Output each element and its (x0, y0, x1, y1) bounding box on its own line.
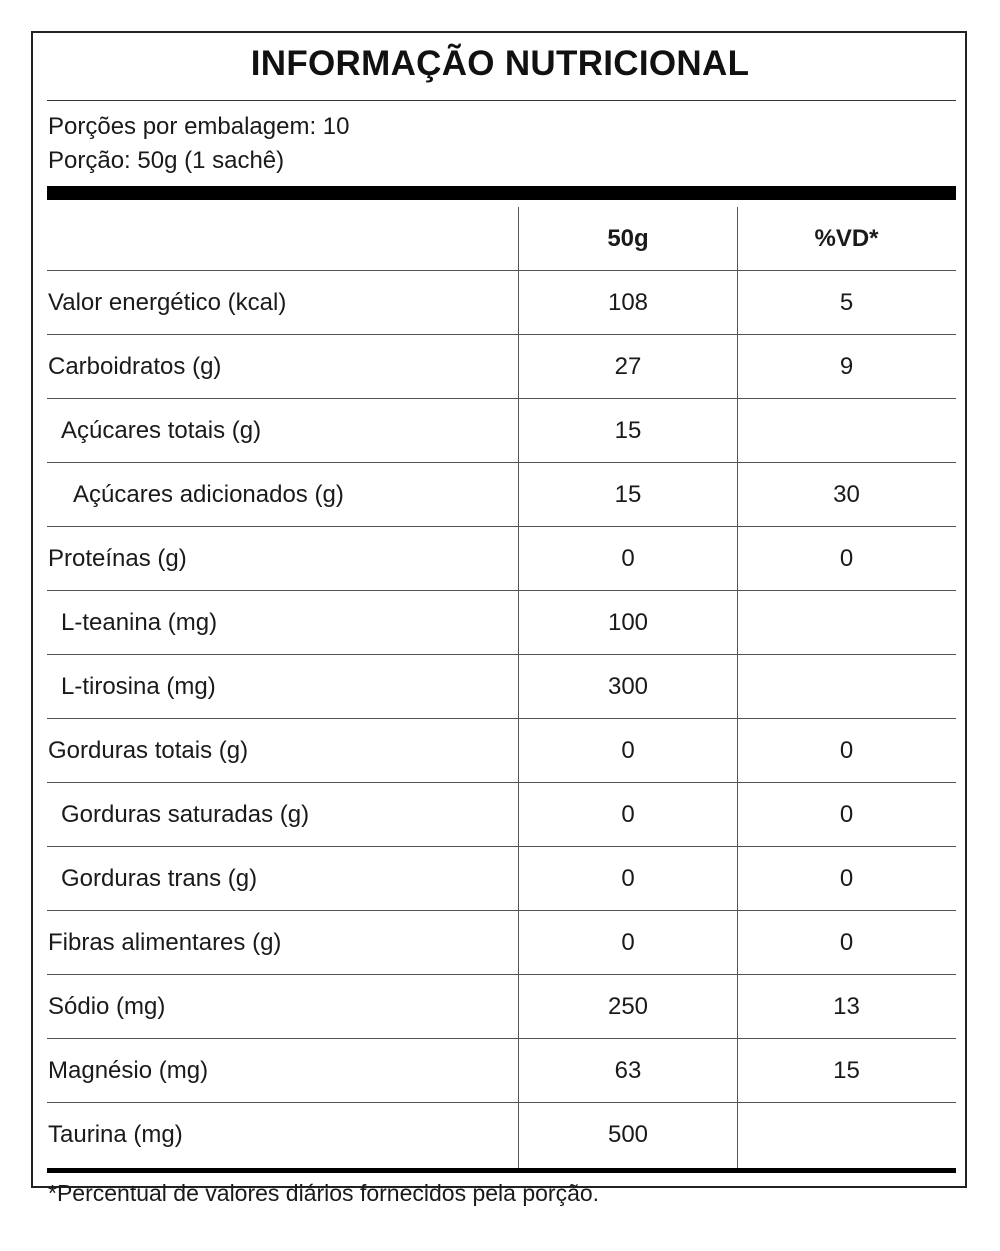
table-row (47, 847, 956, 911)
nutrient-amount: 500 (607, 1121, 649, 1148)
nutrient-amount: 100 (607, 609, 649, 636)
nutrient-amount: 0 (621, 865, 635, 892)
nutrient-name: Magnésio (mg) (48, 1057, 209, 1084)
title-divider (47, 100, 956, 101)
nutrient-amount: 250 (607, 993, 649, 1020)
table-row (47, 271, 956, 335)
nutrient-vd: 13 (833, 993, 860, 1020)
nutrient-vd (737, 399, 956, 463)
nutrient-name: Carboidratos (g) (48, 353, 222, 380)
table-row (47, 1039, 956, 1103)
table-header-row (47, 207, 956, 271)
nutrient-vd: 0 (839, 737, 854, 764)
nutrient-vd: 0 (839, 865, 854, 892)
header-amount: 50g (607, 225, 649, 252)
header-vd: %VD* (814, 225, 879, 252)
servings-per-package: Porções por embalagem: 10 (48, 113, 350, 140)
nutrient-amount: 63 (614, 1057, 642, 1084)
nutrient-amount: 15 (614, 417, 642, 444)
table-row (47, 911, 956, 975)
nutrient-name: Taurina (mg) (48, 1121, 183, 1148)
nutrient-name: Fibras alimentares (g) (48, 929, 282, 956)
serving-size: Porção: 50g (1 sachê) (48, 147, 285, 174)
nutrient-vd: 30 (833, 481, 860, 508)
nutrient-amount: 0 (621, 929, 635, 956)
nutrient-vd: 0 (839, 545, 854, 572)
nutrient-vd: 0 (839, 929, 854, 956)
table-row (47, 591, 956, 655)
nutrient-name: Gorduras saturadas (g) (61, 801, 310, 828)
nutrient-name: Gorduras trans (g) (61, 865, 258, 892)
nutrient-name: Gorduras totais (g) (48, 737, 249, 764)
nutrient-amount: 15 (614, 481, 642, 508)
nutrient-vd: 9 (839, 353, 854, 380)
table-row (47, 1103, 956, 1167)
table-row (47, 399, 956, 463)
nutrient-amount: 300 (607, 673, 649, 700)
nutrient-amount: 108 (607, 289, 649, 316)
nutrient-vd: 15 (833, 1057, 860, 1084)
label-title: INFORMAÇÃO NUTRICIONAL (250, 44, 750, 83)
nutrient-name: Proteínas (g) (48, 545, 187, 572)
footer-divider (47, 1168, 956, 1173)
thick-divider (47, 186, 956, 200)
table-row (47, 975, 956, 1039)
nutrient-vd: 0 (839, 801, 854, 828)
nutrient-name: Açúcares totais (g) (61, 417, 262, 444)
footnote: *Percentual de valores diários fornecidos pela porção. (48, 1180, 600, 1206)
nutrient-name: Açúcares adicionados (g) (73, 481, 344, 508)
table-row (47, 719, 956, 783)
nutrient-vd (737, 1103, 956, 1167)
table-row (47, 783, 956, 847)
nutrient-name: Sódio (mg) (48, 993, 166, 1020)
nutrient-name: L-tirosina (mg) (61, 673, 216, 700)
nutrient-name: Valor energético (kcal) (48, 289, 287, 316)
nutrient-vd (737, 591, 956, 655)
nutrient-amount: 0 (621, 801, 635, 828)
table-row (47, 335, 956, 399)
table-row (47, 527, 956, 591)
table-row (47, 655, 956, 719)
table-row (47, 463, 956, 527)
nutrient-amount: 0 (621, 545, 635, 572)
nutrient-vd: 5 (839, 289, 854, 316)
nutrient-amount: 0 (621, 737, 635, 764)
nutrient-vd (737, 655, 956, 719)
nutrient-amount: 27 (614, 353, 642, 380)
nutrient-name: L-teanina (mg) (61, 609, 218, 636)
